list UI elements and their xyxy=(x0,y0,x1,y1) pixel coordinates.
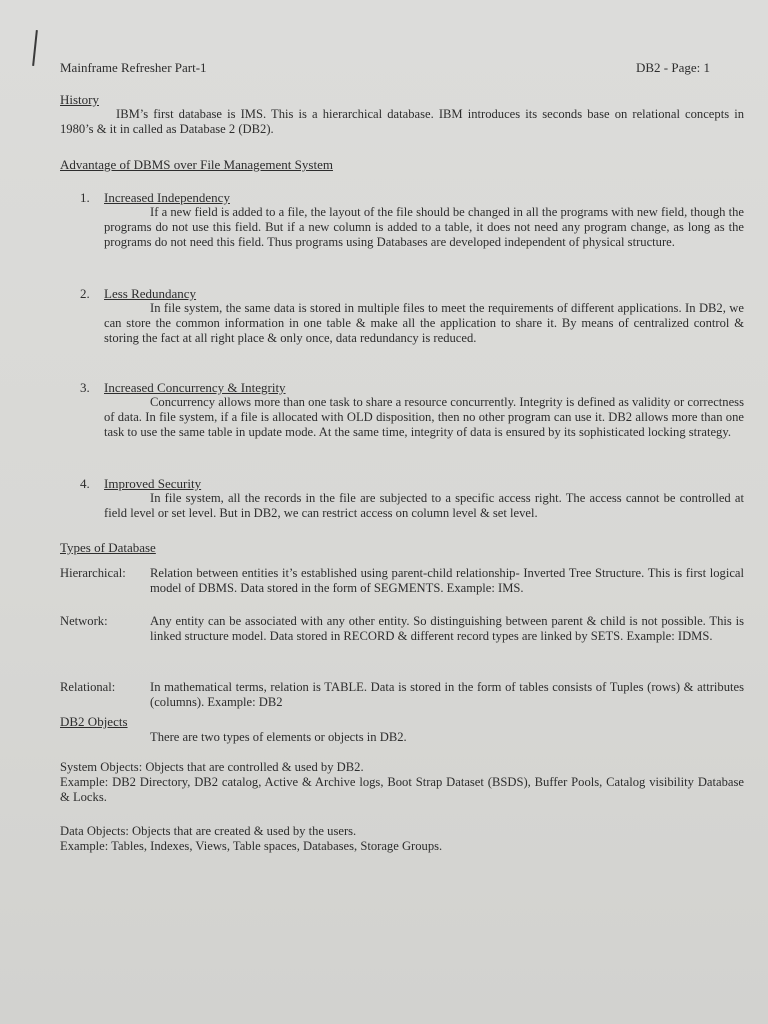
system-objects-example: Example: DB2 Directory, DB2 catalog, Active & Archive logs, Boot Strap Dataset (BSDS), Buffer Pools, Catalog visibility Database & Locks. xyxy=(60,775,744,804)
advantages-heading: Advantage of DBMS over File Management System xyxy=(60,157,333,172)
db-type-description: Any entity can be associated with any other entity. So distinguishing between parent & child is not possible. This is linked structure model. Data stored in RECORD & different record types are linked by SETS. Example: IDMS. xyxy=(150,614,744,643)
item-number: 4. xyxy=(80,476,90,491)
item-title: Increased Concurrency & Integrity xyxy=(104,380,286,395)
header-title: Mainframe Refresher Part-1 xyxy=(60,60,207,75)
item-body xyxy=(104,205,744,250)
item-body-text: Concurrency allows more than one task to share a resource concurrently. Integrity is defined as validity or correctness of data. In file system, if a file is allocated with OLD disposition, then no other program can use it. DB2 allows more than one task to use the same table in update mode. At the same time, integrity of data is ensured by its sophisticated locking strategy. xyxy=(104,395,744,439)
db-type-label: Relational: xyxy=(60,680,116,694)
item-body xyxy=(104,491,744,521)
item-title: Increased Independency xyxy=(104,190,230,205)
data-objects-block xyxy=(60,824,744,854)
item-title: Less Redundancy xyxy=(104,286,197,301)
history-paragraph xyxy=(60,107,744,137)
data-objects-example: Example: Tables, Indexes, Views, Table spaces, Databases, Storage Groups. xyxy=(60,839,443,853)
data-objects-definition: Data Objects: Objects that are created & used by the users. xyxy=(60,824,357,838)
system-objects-definition: System Objects: Objects that are controlled & used by DB2. xyxy=(60,760,364,774)
types-heading: Types of Database xyxy=(60,540,156,555)
pen-mark xyxy=(32,30,38,66)
db-type-description: In mathematical terms, relation is TABLE. Data is stored in the form of tables consists of Tuples (rows) & attributes (columns). Example: DB2 xyxy=(150,680,744,709)
db-type-label: Hierarchical: xyxy=(60,566,126,580)
item-title: Improved Security xyxy=(104,476,202,491)
item-body-text: If a new field is added to a file, the layout of the file should be changed in all the programs with new field, though the programs do not use this field. But if a new column is added to a table, it does not need any program change, as long as the programs do not need this field. Thus programs using Databases are developed independent of physical structure. xyxy=(104,205,744,249)
history-text: IBM’s first database is IMS. This is a hierarchical database. IBM introduces its seconds base on relational concepts in 1980’s & it in called as Database 2 (DB2). xyxy=(60,107,744,136)
item-body-text: In file system, all the records in the file are subjected to a specific access right. The access cannot be controlled at field level or set level. But in DB2, we can restrict access on column level & set level. xyxy=(104,491,744,520)
item-body xyxy=(104,301,744,346)
history-heading: History xyxy=(60,92,99,107)
objects-heading: DB2 Objects xyxy=(60,714,128,729)
header-page-number: DB2 - Page: 1 xyxy=(635,60,710,75)
item-number: 3. xyxy=(80,380,90,395)
item-body-text: In file system, the same data is stored in multiple files to meet the requirements of different applications. In DB2, we can store the common information in one table & make all the application to share it. By means of centralized control & storing the fact at all right place & only once, data redundancy is reduced. xyxy=(104,301,744,345)
objects-intro: There are two types of elements or objects in DB2. xyxy=(150,730,407,744)
db-type-label: Network: xyxy=(60,614,108,628)
item-number: 1. xyxy=(80,190,90,205)
item-body xyxy=(104,395,744,440)
item-number: 2. xyxy=(80,286,90,301)
db-type-description: Relation between entities it’s established using parent-child relationship- Inverted Tree Structure. This is first logical model of DBMS. Data stored in the form of SEGMENTS. Example: IMS. xyxy=(150,566,744,595)
page-header xyxy=(60,60,710,80)
system-objects-block xyxy=(60,760,744,805)
